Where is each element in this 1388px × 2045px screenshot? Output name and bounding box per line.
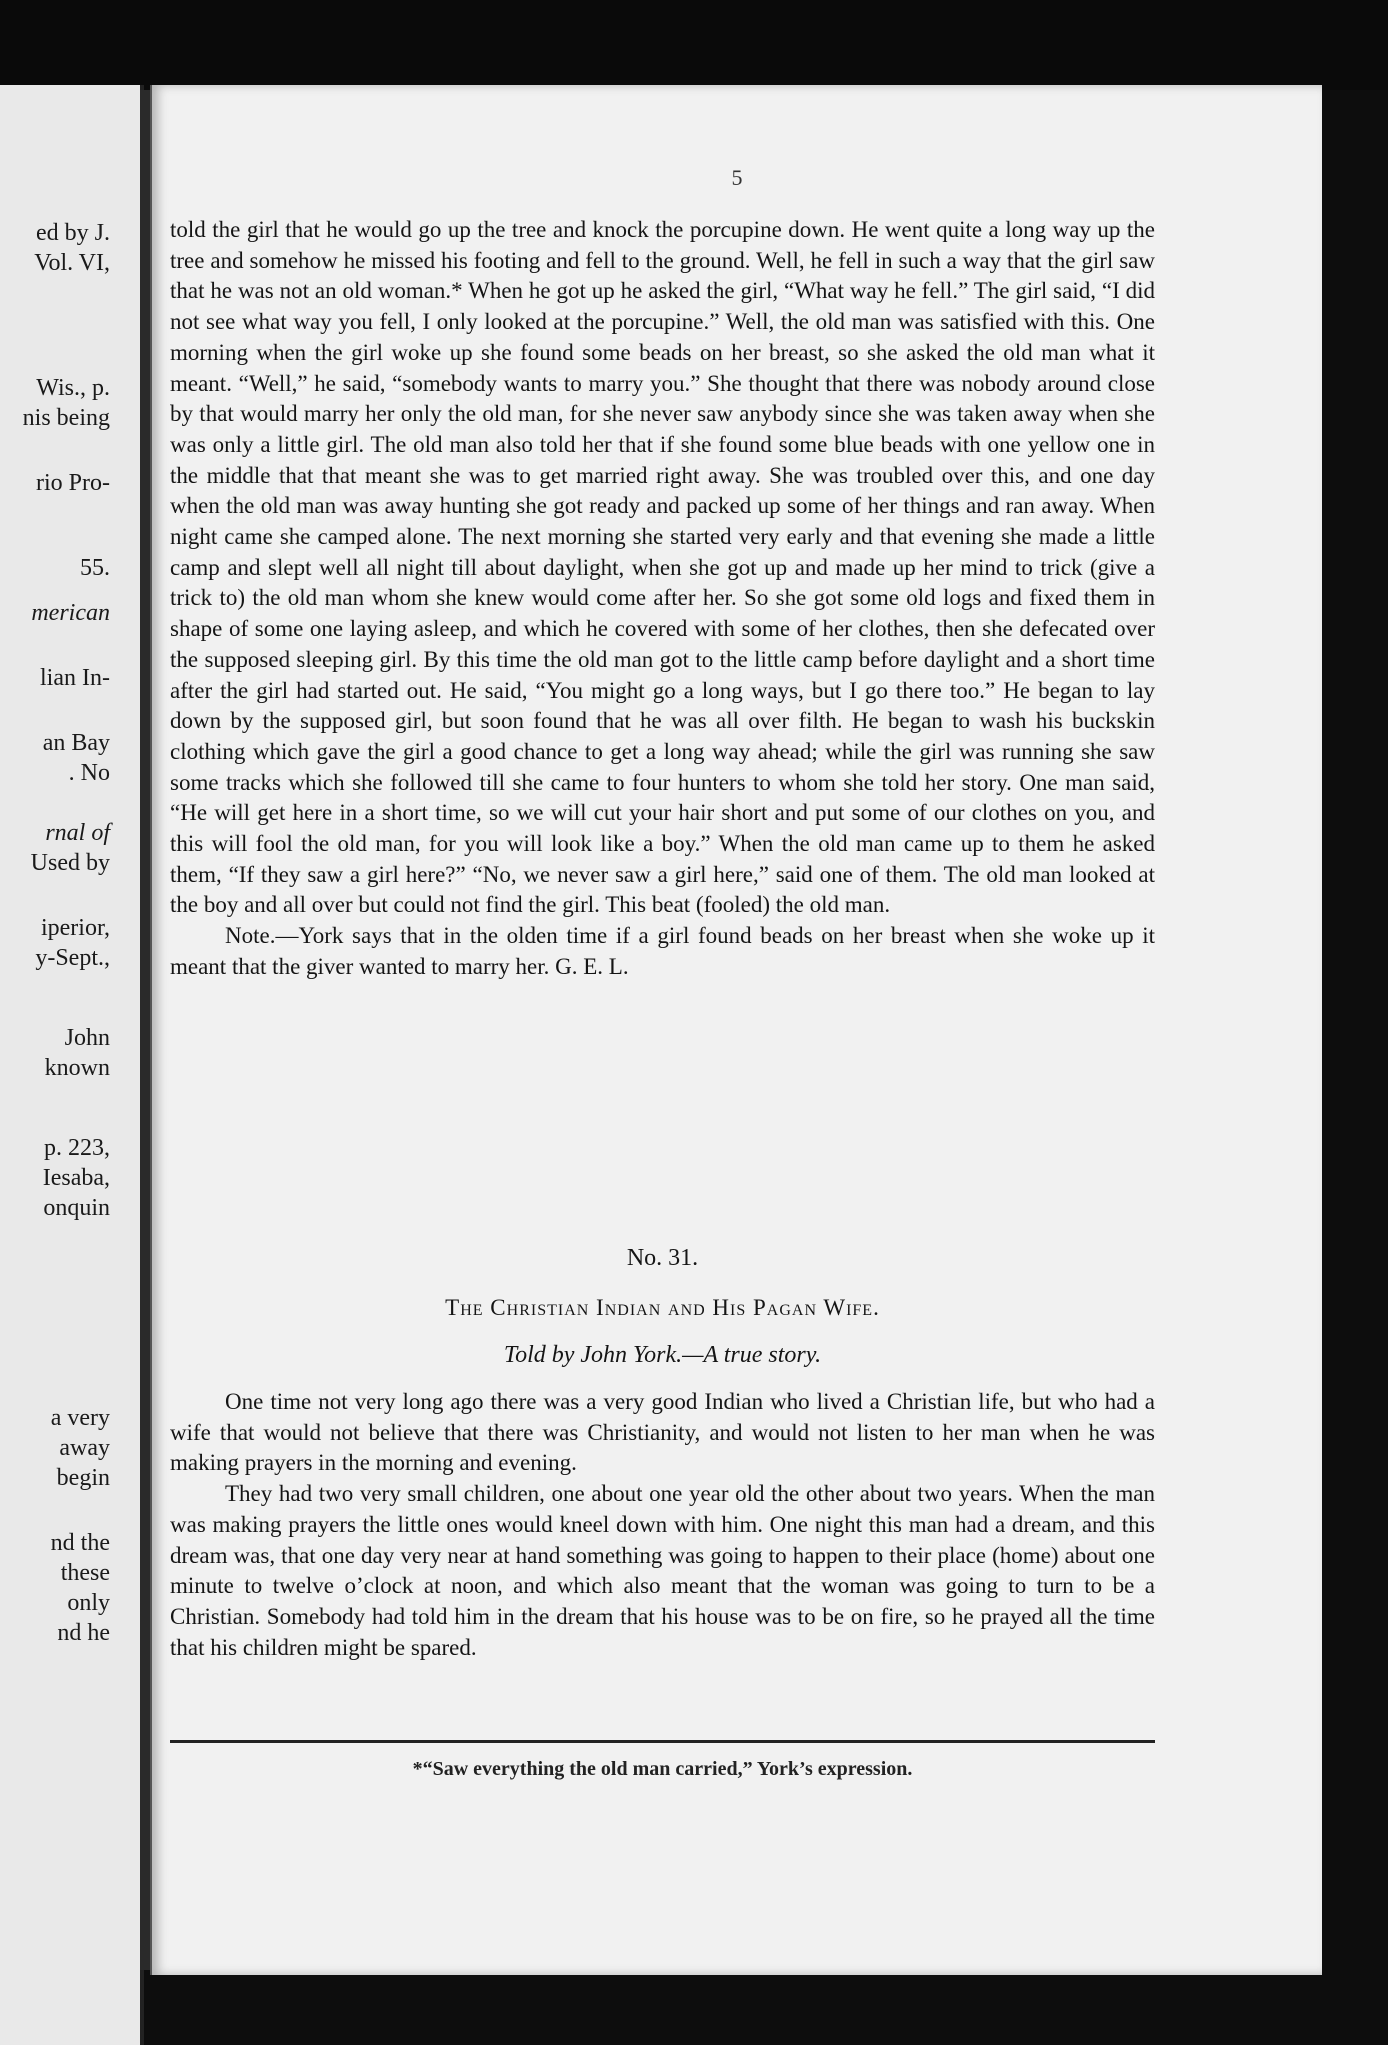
adjacent-page-fragment — [0, 85, 144, 2045]
story-paragraph: They had two very small children, one about one year old the other about two years. When the man was making prayers the little ones would kneel down with him. One night this man had a dream, and this dream was, that one day very near at hand something was going to happen to their place (home) about one minute to twelve o’clock at noon, and which also meant that the woman was going to turn to be a Christian. Somebody had told him in the dream that his house was to be on fire, so he prayed all the time that his children might be spared. — [170, 1481, 1155, 1660]
fragment-line: Iesaba, — [42, 1165, 110, 1191]
fragment-line: 55. — [80, 555, 110, 581]
story-subtitle: Told by John York.—A true story. — [503, 1342, 822, 1368]
fragment-line: John — [64, 1025, 110, 1051]
page-number: 5 — [731, 165, 743, 190]
editor-note: Note.—York says that in the olden time if a girl found beads on her breast when she woke up it meant that the giver wanted to marry her. G. E. L. — [170, 923, 1155, 979]
fragment-line: Vol. VI, — [34, 250, 110, 276]
scanner-background — [0, 0, 1388, 90]
story-number: No. 31. — [626, 1245, 699, 1271]
fragment-line: known — [44, 1055, 110, 1081]
fragment-line: y-Sept., — [35, 945, 110, 971]
fragment-line: rio Pro- — [36, 470, 110, 496]
fragment-line: begin — [56, 1465, 110, 1491]
story-continuation — [170, 215, 1155, 983]
fragment-line: Used by — [30, 850, 110, 876]
fragment-line: Wis., p. — [36, 375, 110, 401]
fragment-line: away — [59, 1435, 110, 1461]
fragment-line: merican — [31, 600, 110, 626]
story-title: The Christian Indian and His Pagan Wife. — [445, 1295, 880, 1320]
fragment-line: p. 223, — [44, 1135, 110, 1161]
story-paragraph: One time not very long ago there was a very good Indian who lived a Christian life, but who had a wife that would not believe that there was Christianity, and would not listen to her man when he was making prayers in the morning and evening. — [170, 1389, 1155, 1476]
fragment-line: an Bay — [42, 730, 110, 756]
fragment-line: . No — [68, 760, 110, 786]
story-paragraph: told the girl that he would go up the tree and knock the porcupine down. He went quite a long way up the tree and somehow he missed his footing and fell to the ground. Well, he fell in such a way that the girl saw that he was not an old woman.* When he got up he asked the girl, “What way he fell.” The girl said, “I did not see what way you fell, I only looked at the porcupine.” Well, the old man was satisfied with this. One morning when the girl woke up she found some beads on her breast, so she asked the old man what it meant. “Well,” he said, “somebody wants to marry you.” She thought that there was nobody around close by that would marry her only the old man, for she never saw anybody since she was taken away when she was only a little girl. The old man also told her that if she found some blue beads with one yellow one in the middle that that meant she was to get married right away. She was troubled over this, and one day when the old man was away hunting she got ready and packed up some of her things and ran away. When night came she camped alone. The next morning she started very early and that evening she made a little camp and slept well all night till about daylight, when she got up and made up her mind to trick (give a trick to) the old man whom she knew would come after her. So she got some old logs and fixed them in shape of some one laying asleep, and which he covered with some of her clothes, then she defecated over the supposed sleeping girl. By this time the old man got to the little camp before daylight and a short time after the girl had started out. He said, “You might go a long ways, but I go there too.” He began to lay down by the supposed girl, but soon found that he was all over filth. He began to wash his buckskin clothing which gave the girl a good chance to get a long way ahead; while the girl was running she saw some tracks which she followed till she came to four hunters to whom she told her story. One man said, “He will get here in a short time, so we will cut your hair short and put some of our clothes on you, and this will fool the old man, for you will look like a boy.” When the old man came up to them he asked them, “If they saw a girl here?” “No, we never saw a girl here,” said one of them. The old man looked at the boy and all over but could not find the girl. This beat (fooled) the old man. — [170, 217, 1155, 918]
fragment-line: rnal of — [45, 820, 110, 846]
story-body — [170, 1387, 1155, 1663]
fragment-line: iperior, — [40, 915, 110, 941]
fragment-line: lian In- — [40, 665, 110, 691]
document-page — [150, 85, 1322, 1975]
fragment-line: ed by J. — [36, 220, 110, 246]
footnote: *“Saw everything the old man carried,” York’s expression. — [412, 1758, 913, 1780]
footnote-divider — [170, 1740, 1155, 1743]
fragment-line: nd he — [57, 1620, 110, 1646]
fragment-line: nd the — [50, 1530, 110, 1556]
fragment-line: nis being — [22, 405, 110, 431]
fragment-line: only — [67, 1590, 110, 1616]
fragment-line: these — [60, 1560, 110, 1586]
fragment-line: a very — [50, 1405, 110, 1431]
fragment-line: onquin — [43, 1195, 110, 1221]
